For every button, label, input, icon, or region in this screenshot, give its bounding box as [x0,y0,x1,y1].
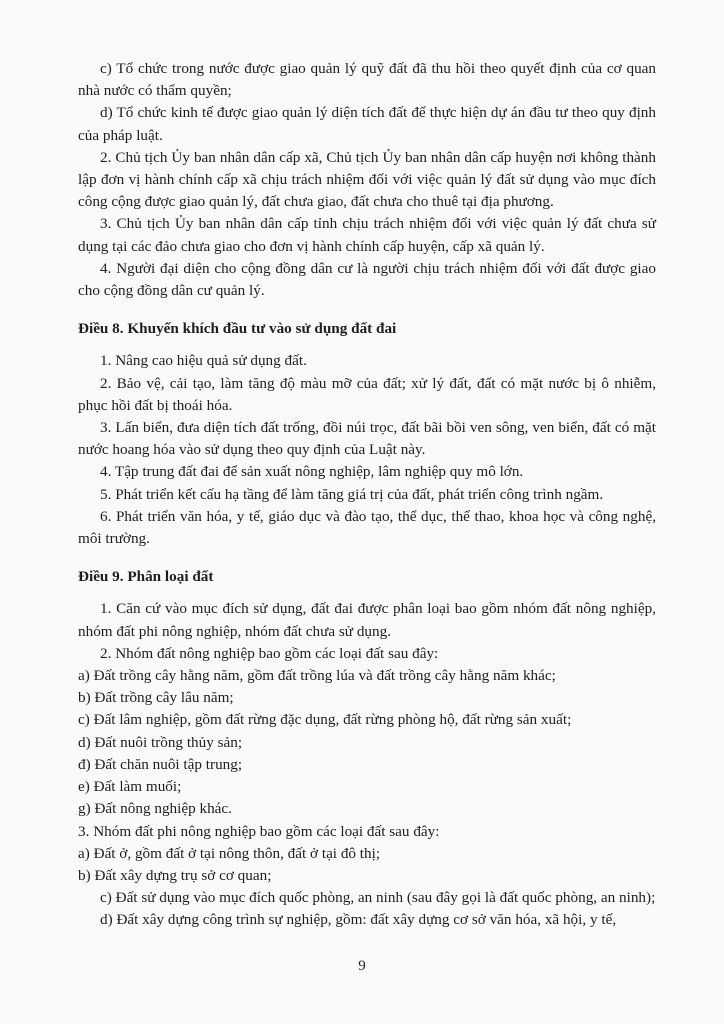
article-9-item: đ) Đất chăn nuôi tập trung; [78,755,243,773]
article-9-item: c) Đất lâm nghiệp, gồm đất rừng đặc dụng, đất rừng phòng hộ, đất rừng sản xuất; [78,711,572,729]
article-9-item: b) Đất xây dựng trụ sở cơ quan; [78,866,272,884]
article-9-item: a) Đất trồng cây hằng năm, gồm đất trồng lúa và đất trồng cây hằng năm khác; [78,667,556,685]
page-number: 9 [358,958,366,974]
article-9-item: 2. Nhóm đất nông nghiệp bao gồm các loại đất sau đây: [100,644,439,662]
article-9-heading: Điều 9. Phân loại đất [78,568,214,586]
paragraph-2: 2. Chủ tịch Ủy ban nhân dân cấp xã, Chủ tịch Ủy ban nhân dân cấp huyện nơi không thành lập đơn vị hành chính cấp xã chịu trách nhiệm đối với việc quản lý đất sử dụng vào mục đích công cộng được giao quản lý, đất chưa giao, đất chưa cho thuê tại địa phương. [78,148,656,211]
article-8-item: 5. Phát triển kết cấu hạ tầng để làm tăng giá trị của đất, phát triển công trình ngầm. [100,485,604,503]
document-page [78,58,656,932]
article-8-heading: Điều 8. Khuyến khích đầu tư vào sử dụng đất đai [78,320,397,338]
article-9-item: e) Đất làm muối; [78,778,182,796]
article-9-item: 1. Căn cứ vào mục đích sử dụng, đất đai được phân loại bao gồm nhóm đất nông nghiệp, nhóm đất phi nông nghiệp, nhóm đất chưa sử dụng. [78,600,656,640]
article-9-item: b) Đất trồng cây lâu năm; [78,689,234,707]
article-8-item: 6. Phát triển văn hóa, y tế, giáo dục và đào tạo, thể dục, thể thao, khoa học và công nghệ, môi trường. [78,507,656,548]
article-8-item: 4. Tập trung đất đai để sản xuất nông nghiệp, lâm nghiệp quy mô lớn. [100,463,524,481]
article-8-item: 2. Bảo vệ, cải tạo, làm tăng độ màu mỡ của đất; xử lý đất, đất có mặt nước bị ô nhiễm, phục hồi đất bị thoái hóa. [78,374,656,414]
article-8-item: 1. Nâng cao hiệu quả sử dụng đất. [100,352,307,370]
article-8-item: 3. Lấn biển, đưa diện tích đất trống, đồi núi trọc, đất bãi bồi ven sông, ven biển, đất có mặt nước hoang hóa vào sử dụng theo quy định của Luật này. [78,419,656,459]
article-9-item: d) Đất nuôi trồng thủy sản; [78,733,243,751]
article-9-item: g) Đất nông nghiệp khác. [78,800,232,818]
article-9-item: a) Đất ở, gồm đất ở tại nông thôn, đất ở tại đô thị; [78,844,381,862]
paragraph-1d: d) Tổ chức kinh tế được giao quản lý diện tích đất để thực hiện dự án đầu tư theo quy định của pháp luật. [78,104,656,144]
paragraph-3: 3. Chủ tịch Ủy ban nhân dân cấp tỉnh chịu trách nhiệm đối với việc quản lý đất chưa sử dụng tại các đảo chưa giao cho đơn vị hành chính cấp huyện, cấp xã quản lý. [78,215,656,255]
article-9-item: d) Đất xây dựng công trình sự nghiệp, gồm: đất xây dựng cơ sở văn hóa, xã hội, y tế, [100,911,617,929]
article-9-item: 3. Nhóm đất phi nông nghiệp bao gồm các loại đất sau đây: [78,822,440,840]
article-9-item: c) Đất sử dụng vào mục đích quốc phòng, an ninh (sau đây gọi là đất quốc phòng, an ninh); [100,889,656,907]
paragraph-1c: c) Tổ chức trong nước được giao quản lý quỹ đất đã thu hồi theo quyết định của cơ quan nhà nước có thẩm quyền; [78,60,656,100]
paragraph-4: 4. Người đại diện cho cộng đồng dân cư là người chịu trách nhiệm đối với đất được giao cho cộng đồng dân cư quản lý. [78,259,656,300]
